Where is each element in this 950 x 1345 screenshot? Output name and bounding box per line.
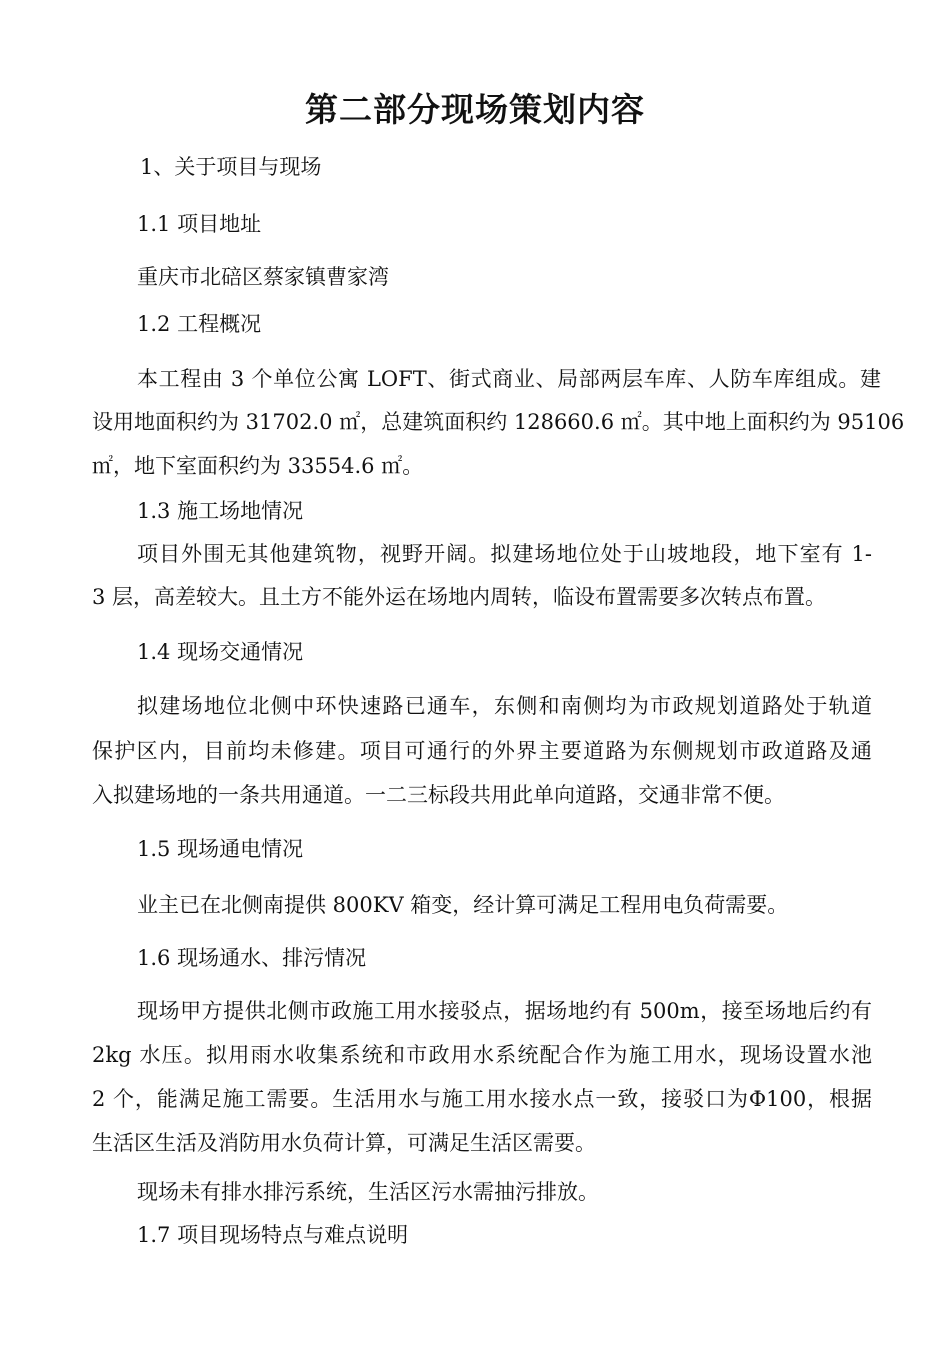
subsection-heading-1-1: 1.1 项目地址 — [137, 212, 262, 236]
overview-line: ㎡，地下室面积约为 33554.6 ㎡。 — [92, 454, 424, 478]
subsection-heading-1-2: 1.2 工程概况 — [137, 312, 262, 336]
subsection-heading-1-4: 1.4 现场交通情况 — [137, 640, 304, 664]
subsection-heading-1-5: 1.5 现场通电情况 — [137, 837, 304, 861]
traffic-line: 拟建场地位北侧中环快速路已通车，东侧和南侧均为市政规划道路处于轨道 — [137, 694, 872, 718]
site-condition-line: 3 层，高差较大。且土方不能外运在场地内周转，临设布置需要多次转点布置。 — [92, 585, 827, 609]
water-line: 2kg 水压。拟用雨水收集系统和市政用水系统配合作为施工用水，现场设置水池 — [92, 1043, 872, 1067]
drainage-text: 现场未有排水排污系统，生活区污水需抽污排放。 — [137, 1180, 599, 1204]
subsection-heading-1-3: 1.3 施工场地情况 — [137, 499, 304, 523]
water-line: 生活区生活及消防用水负荷计算，可满足生活区需要。 — [92, 1131, 596, 1155]
page-title: 第二部分现场策划内容 — [305, 90, 645, 129]
water-line: 现场甲方提供北侧市政施工用水接驳点，据场地约有 500m，接至场地后约有 — [137, 999, 872, 1023]
subsection-heading-1-7: 1.7 项目现场特点与难点说明 — [137, 1223, 409, 1247]
traffic-line: 入拟建场地的一条共用通道。一二三标段共用此单向道路，交通非常不便。 — [92, 783, 785, 807]
subsection-heading-1-6: 1.6 现场通水、排污情况 — [137, 946, 367, 970]
traffic-line: 保护区内，目前均未修建。项目可通行的外界主要道路为东侧规划市政道路及通 — [92, 739, 872, 763]
project-address: 重庆市北碚区蔡家镇曹家湾 — [137, 265, 389, 289]
site-condition-line: 项目外围无其他建筑物，视野开阔。拟建场地位处于山坡地段，地下室有 1- — [137, 542, 872, 566]
power-supply-text: 业主已在北侧南提供 800KV 箱变，经计算可满足工程用电负荷需要。 — [137, 893, 789, 917]
overview-line: 本工程由 3 个单位公寓 LOFT、街式商业、局部两层车库、人防车库组成。建 — [137, 367, 881, 391]
water-line: 2 个，能满足施工需要。生活用水与施工用水接水点一致，接驳口为Φ100，根据 — [92, 1087, 872, 1111]
section-heading-1: 1、关于项目与现场 — [140, 155, 322, 179]
overview-line: 设用地面积约为 31702.0 ㎡，总建筑面积约 128660.6 ㎡。其中地上面积约为 95106 — [92, 410, 905, 434]
